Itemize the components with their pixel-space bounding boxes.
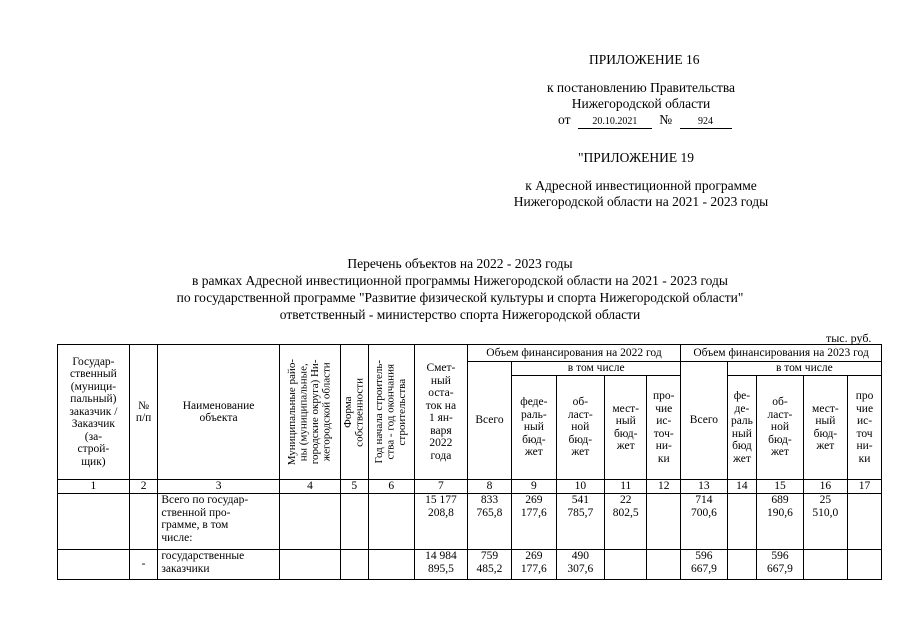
resolution-number: 924 [680,116,732,129]
column-number-row [58,480,882,494]
cell-other-2023 [848,550,882,580]
header-years-cell [368,345,414,480]
header-customer: Государ- ственный (муници- пальный) заказчик / Заказчик (за- строй- щик) [58,345,130,480]
column-number: 8 [467,480,511,494]
cell-other-2022 [647,494,681,550]
cell-customer [58,550,130,580]
cell-regional-2023: 596 667,9 [757,550,803,580]
number-label: № [659,112,673,127]
header-municipal: Муниципальные райо- ны (муниципальные, городские округа) Ни- жегородской области [285,358,333,466]
cell-customer [58,494,130,550]
header-federal-2022: феде- раль- ный бюд- жет [512,376,556,480]
column-number: 5 [341,480,368,494]
cell-municipal [279,494,340,550]
header-total-2022: Всего [467,362,511,480]
column-number: 15 [757,480,803,494]
header-regional-2023: об- ласт- ной бюд- жет [757,376,803,480]
column-number: 14 [727,480,757,494]
column-number: 4 [279,480,340,494]
cell-number: - [129,550,158,580]
header-number: № п/п [129,345,158,480]
cell-regional-2023: 689 190,6 [757,494,803,550]
cell-object-name: государственные заказчики [158,550,279,580]
cell-ownership [341,494,368,550]
table-row [58,494,882,550]
cell-regional-2022: 490 307,6 [556,550,605,580]
appendix-number: ПРИЛОЖЕНИЕ 16 [589,52,700,67]
program-line-2: Нижегородской области на 2021 - 2023 годы [513,194,769,209]
document-title-line-4: ответственный - министерство спорта Нижегородской области [279,307,641,322]
document-title-line-3: по государственной программе "Развитие физической культуры и спорта Нижегородской области" [176,290,744,305]
objects-table [57,344,882,580]
header-years: Год начала строитель- ства - год окончания строительства [373,360,409,464]
column-number: 10 [556,480,605,494]
cell-other-2023 [848,494,882,550]
cell-federal-2023 [727,550,757,580]
cell-total-2023: 596 667,9 [681,550,727,580]
column-number: 1 [58,480,130,494]
cell-regional-2022: 541 785,7 [556,494,605,550]
cell-total-2022: 833 765,8 [467,494,511,550]
column-number: 17 [848,480,882,494]
header-municipal-cell [279,345,340,480]
resolution-line-2: Нижегородской области [571,96,711,111]
from-label: от [558,112,571,127]
cell-municipal [279,550,340,580]
column-number: 3 [158,480,279,494]
cell-other-2022 [647,550,681,580]
cell-estimate: 14 984 895,5 [415,550,468,580]
column-number: 9 [512,480,556,494]
cell-total-2022: 759 485,2 [467,550,511,580]
header-ownership: Форма собственности [341,377,366,447]
header-funding-2022: Объем финансирования на 2022 год [467,345,680,362]
units-label: тыс. руб. [826,331,872,345]
column-number: 2 [129,480,158,494]
program-line-1: к Адресной инвестиционной программе [525,178,757,193]
cell-local-2023: 25 510,0 [803,494,847,550]
column-number: 13 [681,480,727,494]
cell-total-2023: 714 700,6 [681,494,727,550]
cell-local-2023 [803,550,847,580]
header-other-2023: про чие ис- точ ни- ки [848,376,882,480]
cell-ownership [341,550,368,580]
cell-federal-2023 [727,494,757,550]
header-local-2023: мест- ный бюд- жет [803,376,847,480]
table-row [58,550,882,580]
cell-years [368,550,414,580]
cell-estimate: 15 177 208,8 [415,494,468,550]
header-federal-2023: фе- де- раль ный бюд жет [727,376,757,480]
header-including-2023: в том числе [727,362,881,376]
header-local-2022: мест- ный бюд- жет [605,376,647,480]
header-regional-2022: об- ласт- ной бюд- жет [556,376,605,480]
header-funding-2023: Объем финансирования на 2023 год [681,345,882,362]
header-estimate: Смет- ный оста- ток на 1 ян- варя 2022 года [415,345,468,480]
cell-local-2022: 22 802,5 [605,494,647,550]
cell-object-name: Всего по государ- ственной про- грамме, в том числе: [158,494,279,550]
column-number: 11 [605,480,647,494]
column-number: 16 [803,480,847,494]
header-other-2022: про- чие ис- точ- ни- ки [647,376,681,480]
cell-federal-2022: 269 177,6 [512,494,556,550]
resolution-date-line [558,112,732,129]
appendix-19: "ПРИЛОЖЕНИЕ 19 [578,150,695,165]
header-including-2022: в том числе [512,362,681,376]
document-title-line-1: Перечень объектов на 2022 - 2023 годы [347,256,573,271]
resolution-date: 20.10.2021 [578,116,652,129]
document-title-line-2: в рамках Адресной инвестиционной программы Нижегородской области на 2021 - 2023 годы [192,273,728,288]
column-number: 12 [647,480,681,494]
cell-number [129,494,158,550]
cell-years [368,494,414,550]
column-number: 7 [415,480,468,494]
column-number: 6 [368,480,414,494]
cell-local-2022 [605,550,647,580]
header-ownership-cell [341,345,368,480]
resolution-line-1: к постановлению Правительства [546,80,736,95]
header-total-2023: Всего [681,362,727,480]
header-object-name: Наименование объекта [158,345,279,480]
cell-federal-2022: 269 177,6 [512,550,556,580]
